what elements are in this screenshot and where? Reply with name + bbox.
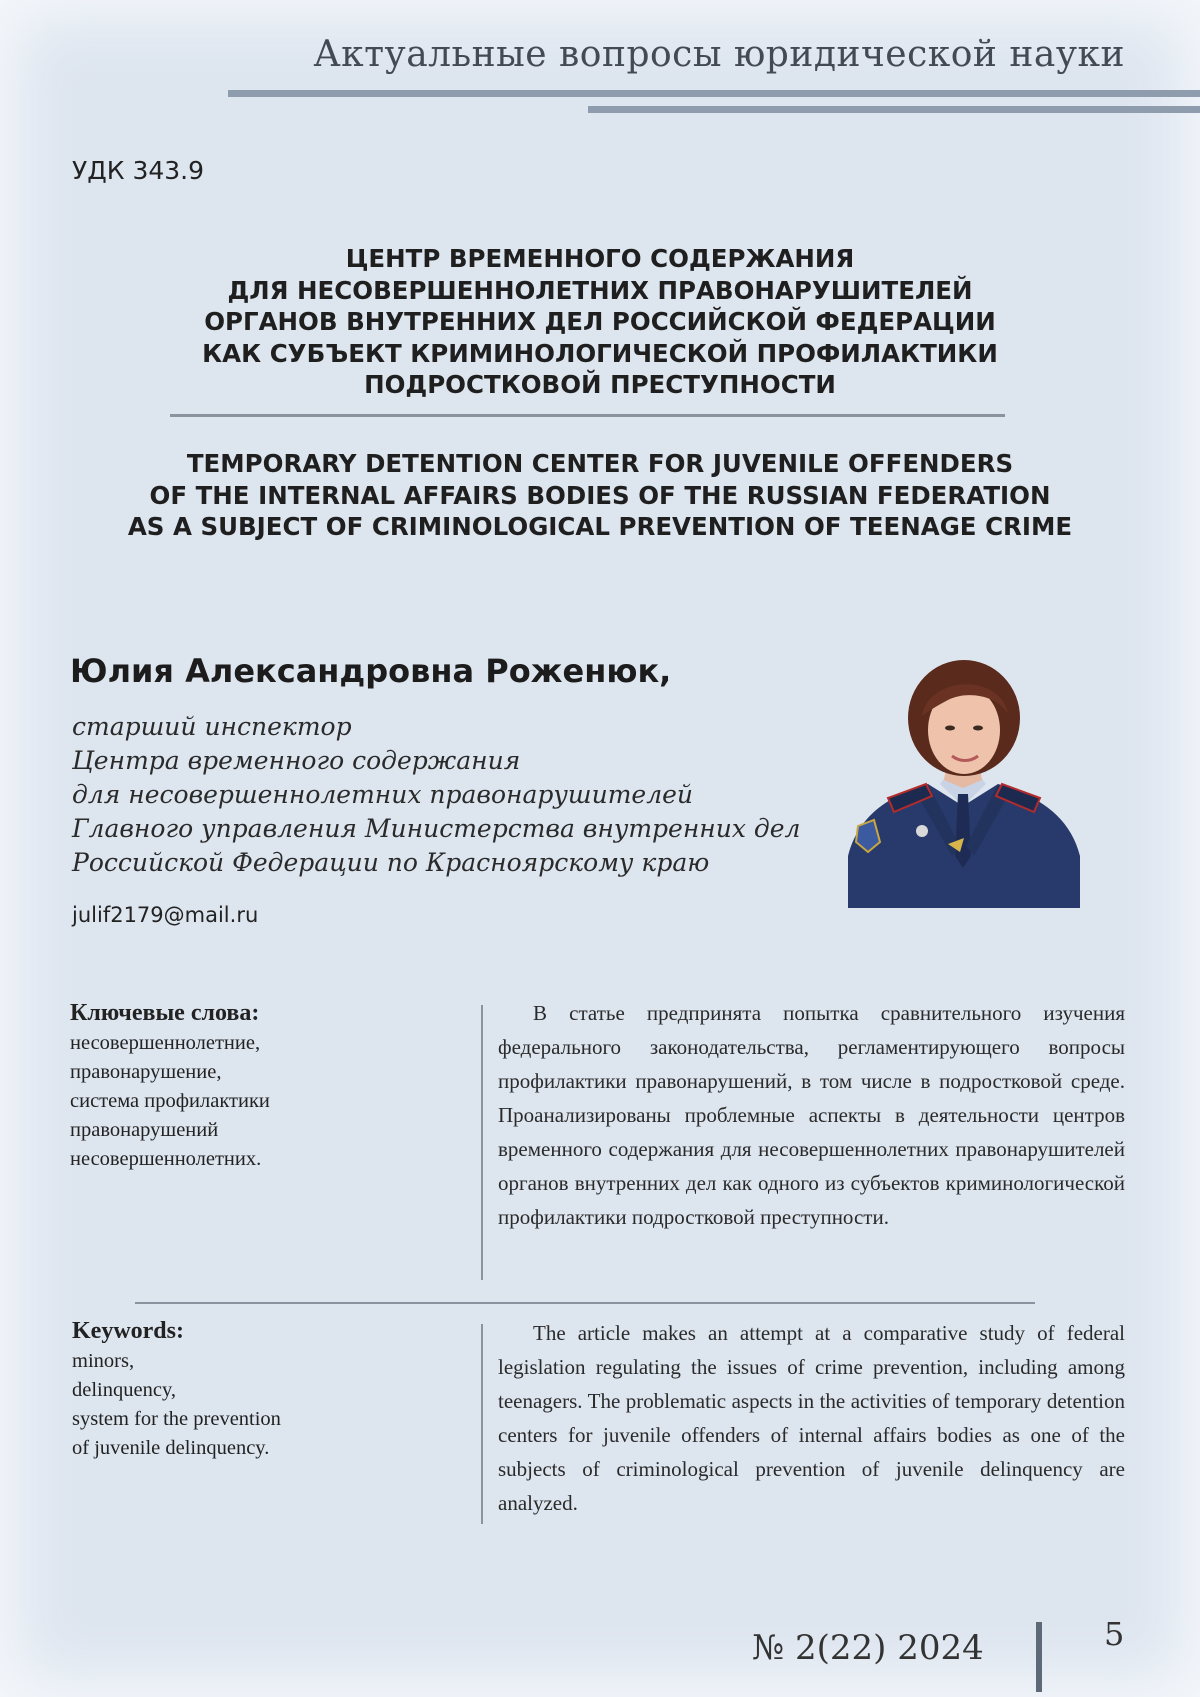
title-ru-line: КАК СУБЪЕКТ КРИМИНОЛОГИЧЕСКОЙ ПРОФИЛАКТИКИ <box>202 338 998 368</box>
column-divider <box>481 1005 483 1280</box>
keywords-ru-heading: Ключевые слова: <box>70 1000 260 1026</box>
keyword-item: of juvenile delinquency. <box>72 1437 270 1459</box>
keyword-item: minors, <box>72 1350 135 1372</box>
title-divider <box>170 414 1005 417</box>
article-title-en <box>60 448 1140 543</box>
author-position-line: для несовершеннолетних правонарушителей <box>72 780 694 809</box>
footer-divider <box>1036 1622 1042 1692</box>
author-position-line: старший инспектор <box>72 712 352 741</box>
author-position-line: Российской Федерации по Красноярскому краю <box>72 848 710 877</box>
abstract-ru: В статье предпринята попытка сравнительного изучения федерального законодательства, регламентирующего вопросы профилактики правонарушений, в том числе в подростковой среде. Проанализированы проблемные аспекты в деятельности центров временного содержания для несовершеннолетних правонарушителей органов внутренних дел как одного из субъектов криминологической профилактики подростковой преступности. <box>498 1001 1125 1229</box>
page-number: 5 <box>1104 1615 1125 1653</box>
keyword-item: правонарушение, <box>70 1061 222 1083</box>
author-email[interactable]: julif2179@mail.ru <box>72 903 259 927</box>
section-divider <box>135 1302 1035 1304</box>
keywords-ru <box>70 1000 270 1174</box>
title-ru-line: ДЛЯ НЕСОВЕРШЕННОЛЕТНИХ ПРАВОНАРУШИТЕЛЕЙ <box>227 275 973 305</box>
keyword-item: система профилактики <box>70 1090 270 1112</box>
keyword-item: system for the prevention <box>72 1408 281 1430</box>
title-en-line: OF THE INTERNAL AFFAIRS BODIES OF THE RUSSIAN FEDERATION <box>149 480 1051 510</box>
title-ru-line: ОРГАНОВ ВНУТРЕННИХ ДЕЛ РОССИЙСКОЙ ФЕДЕРАЦИИ <box>204 307 996 336</box>
keyword-item: правонарушений <box>70 1119 219 1141</box>
article-title-ru <box>100 243 1100 401</box>
title-ru-line: ПОДРОСТКОВОЙ ПРЕСТУПНОСТИ <box>364 370 836 399</box>
keyword-item: несовершеннолетние, <box>70 1032 261 1054</box>
author-position-line: Центра временного содержания <box>72 746 521 775</box>
title-en-line: TEMPORARY DETENTION CENTER FOR JUVENILE OFFENDERS <box>186 449 1014 478</box>
column-divider <box>481 1324 483 1524</box>
keywords-en <box>72 1318 281 1463</box>
author-name: Юлия Александровна Роженюк, <box>70 652 672 690</box>
title-en-line: AS A SUBJECT OF CRIMINOLOGICAL PREVENTION OF TEENAGE CRIME <box>127 512 1073 541</box>
author-position-line: Главного управления Министерства внутренних дел <box>72 814 801 843</box>
keywords-en-heading: Keywords: <box>72 1318 184 1344</box>
keyword-item: несовершеннолетних. <box>70 1148 262 1170</box>
author-position <box>72 710 800 880</box>
issue-number: № 2(22) 2024 <box>752 1628 984 1668</box>
header-rule-secondary <box>588 106 1200 113</box>
keyword-item: delinquency, <box>72 1379 176 1401</box>
abstract-en: The article makes an attempt at a comparative study of federal legislation regulating the issues of crime prevention, including among teenagers. The problematic aspects in the activities of temporary detention centers for juvenile offenders of internal affairs bodies as one of the subjects of criminological prevention of juvenile delinquency are analyzed. <box>498 1321 1125 1515</box>
author-photo <box>848 656 1080 908</box>
header-rule <box>228 90 1200 97</box>
title-ru-line: ЦЕНТР ВРЕМЕННОГО СОДЕРЖАНИЯ <box>345 244 855 273</box>
journal-title: Актуальные вопросы юридической науки <box>313 34 1125 75</box>
udk-code: УДК 343.9 <box>72 156 205 185</box>
